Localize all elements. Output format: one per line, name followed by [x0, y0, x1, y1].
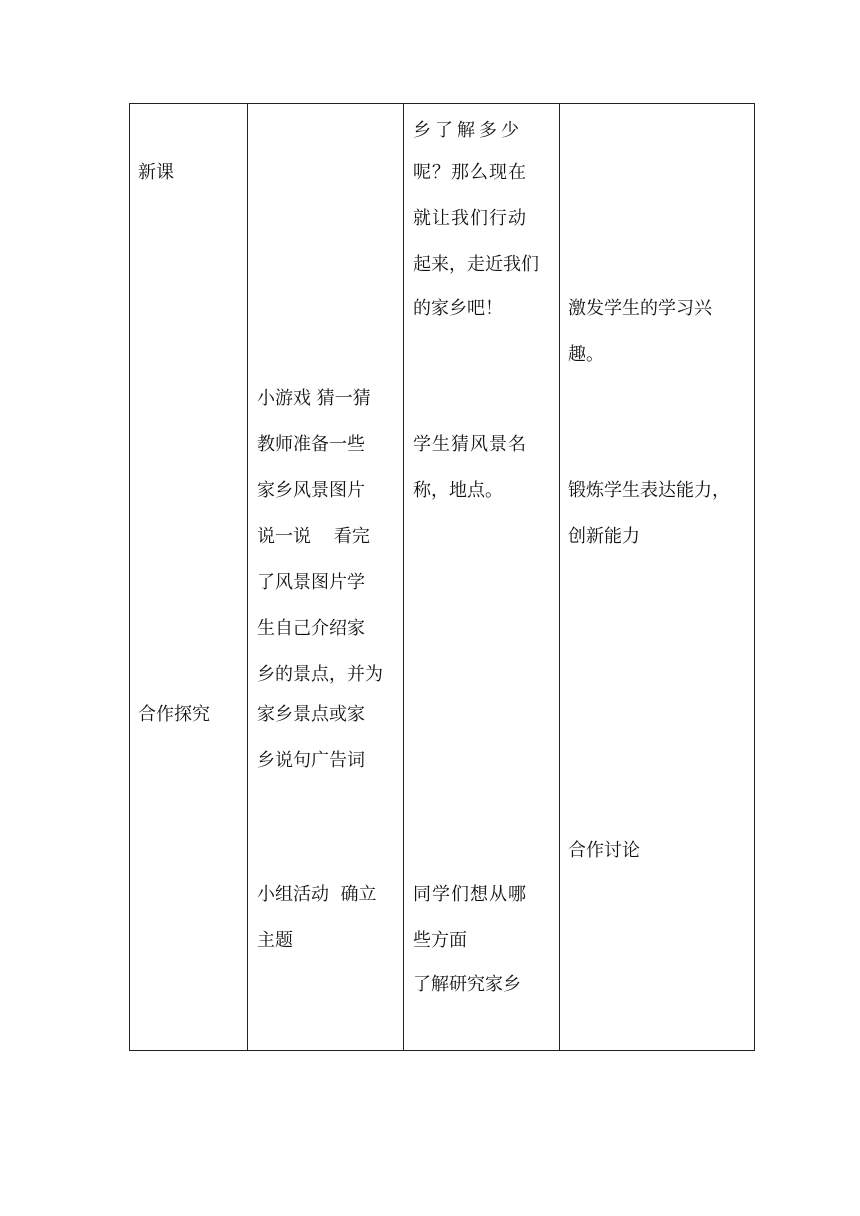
design-intent-line: 激发学生的学习兴 — [568, 298, 712, 319]
design-intent-line: 合作讨论 — [568, 840, 640, 861]
student-activity-line: 呢？那么现在 — [413, 162, 527, 183]
stage-label-new-lesson: 新课 — [138, 162, 174, 183]
student-activity-line: 了解研究家乡 — [413, 974, 521, 995]
column-divider — [247, 104, 248, 1050]
teacher-activity-line: 小组活动 确立 — [257, 884, 377, 905]
student-activity-line: 的家乡吧！ — [413, 298, 503, 319]
column-divider — [559, 104, 560, 1050]
column-divider — [403, 104, 404, 1050]
teacher-activity-line: 生自己介绍家 — [257, 618, 365, 639]
stage-label-cooperation: 合作探究 — [138, 704, 210, 725]
teacher-activity-line: 主题 — [257, 930, 293, 951]
design-intent-line: 创新能力 — [568, 526, 640, 547]
student-activity-line: 学生猜风景名 — [413, 434, 527, 455]
teacher-activity-line: 乡的景点，并为 — [257, 664, 383, 685]
teacher-activity-line: 了风景图片学 — [257, 572, 365, 593]
teacher-activity-line: 小游戏 猜一猜 — [257, 388, 371, 409]
student-activity-line: 些方面 — [413, 930, 467, 951]
teacher-activity-line: 乡说句广告词 — [257, 750, 365, 771]
student-activity-line: 起来，走近我们 — [413, 254, 539, 275]
design-intent-line: 趣。 — [568, 344, 604, 365]
teacher-activity-line: 教师准备一些 — [257, 434, 365, 455]
design-intent-line: 锻炼学生表达能力， — [568, 480, 730, 501]
student-activity-line: 乡了解多少 — [413, 120, 523, 141]
student-activity-line: 同学们想从哪 — [413, 884, 527, 905]
student-activity-line: 称，地点。 — [413, 480, 503, 501]
student-activity-line: 就让我们行动 — [413, 208, 527, 229]
teacher-activity-line: 说一说 看完 — [257, 526, 370, 547]
teacher-activity-line: 家乡风景图片 — [257, 480, 365, 501]
teacher-activity-line: 家乡景点或家 — [257, 704, 365, 725]
